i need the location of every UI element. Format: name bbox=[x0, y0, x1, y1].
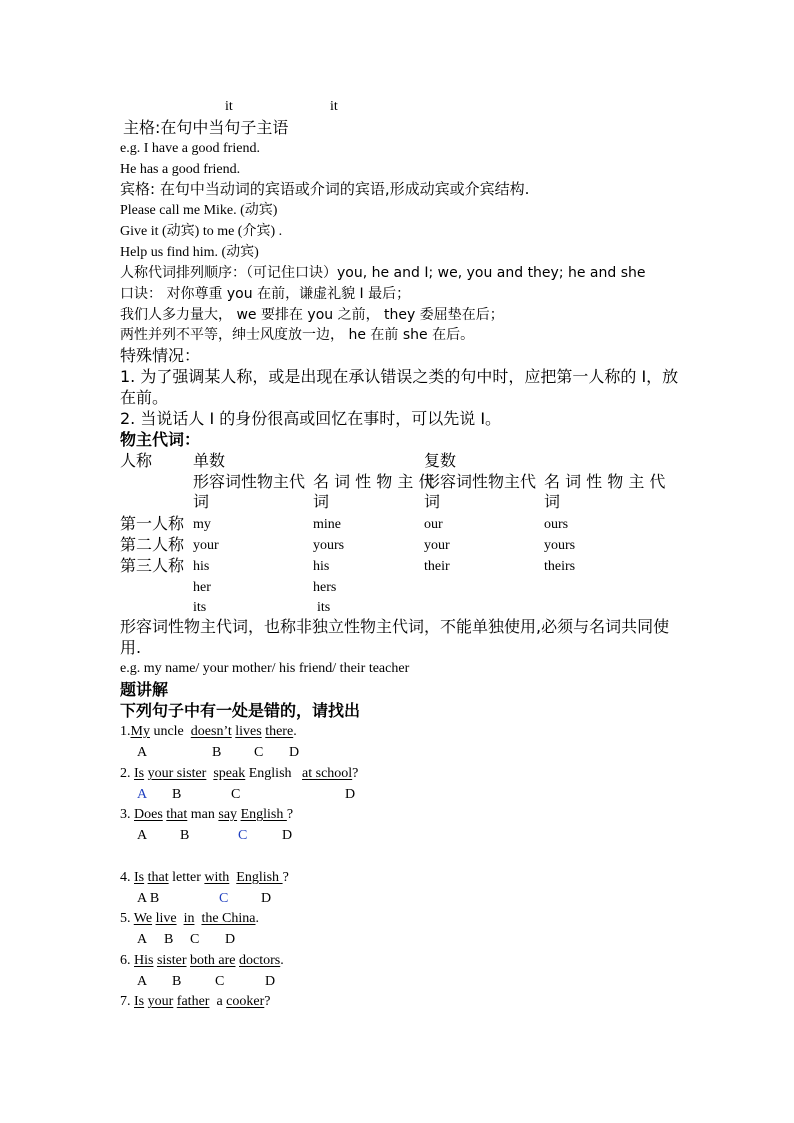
question-4: 4. Is that letter with English ? bbox=[120, 870, 289, 885]
object-case-definition: 宾格: 在句中当动词的宾语或介词的宾语,形成动宾或介宾结构. bbox=[120, 180, 530, 198]
example-line: He has a good friend. bbox=[120, 162, 241, 177]
question-6: 6. His sister both are doctors. bbox=[120, 953, 284, 968]
header-singular: 单数 bbox=[193, 451, 226, 470]
row-person: 第三人称 bbox=[120, 556, 185, 575]
question-3: 3. Does that man say English ? bbox=[120, 807, 294, 822]
lecture-title: 题讲解 bbox=[120, 680, 169, 699]
adjective-possessive-note-cont: 用. bbox=[120, 638, 142, 657]
cell: your bbox=[424, 538, 450, 553]
rhyme-line: 口诀： 对你尊重 you 在前，谦虚礼貌 I 最后； bbox=[120, 286, 411, 302]
option-label: D bbox=[261, 891, 272, 906]
subheader-adjective: 形容词性物主代 bbox=[193, 472, 306, 491]
header-plural: 复数 bbox=[424, 451, 457, 470]
option-label: C bbox=[190, 932, 200, 947]
subheader-adjective-end: 词 bbox=[193, 492, 210, 511]
option-label: B bbox=[212, 745, 222, 760]
option-label: C bbox=[254, 745, 264, 760]
option-label: A bbox=[137, 932, 148, 947]
subheader-noun-end: 词 bbox=[544, 492, 561, 511]
option-label: C bbox=[219, 891, 229, 906]
adjective-possessive-note: 形容词性物主代词，也称非独立性物主代词，不能单独使用,必须与名词共同使 bbox=[120, 617, 670, 636]
example-line: e.g. I have a good friend. bbox=[120, 141, 260, 156]
option-label: D bbox=[225, 932, 236, 947]
option-label: A bbox=[137, 974, 148, 989]
cell: your bbox=[193, 538, 219, 553]
option-label: D bbox=[265, 974, 276, 989]
cell: hers bbox=[313, 580, 337, 595]
row-person: 第一人称 bbox=[120, 514, 185, 533]
option-label: D bbox=[282, 828, 293, 843]
cell: yours bbox=[544, 538, 576, 553]
option-label: D bbox=[345, 787, 356, 802]
cell: yours bbox=[313, 538, 345, 553]
option-label: A bbox=[137, 787, 148, 802]
special-case-1: 1. 为了强调某人称，或是出现在承认错误之类的句中时，应把第一人称的 I，放 bbox=[120, 367, 679, 386]
cell: its bbox=[317, 600, 331, 615]
option-label: B bbox=[180, 828, 190, 843]
option-label: C bbox=[215, 974, 225, 989]
subheader-adjective-end: 词 bbox=[424, 492, 441, 511]
cell: his bbox=[313, 559, 330, 574]
cell: their bbox=[424, 559, 450, 574]
example-line: Help us find him. (动宾) bbox=[120, 245, 259, 260]
special-case-1-cont: 在前。 bbox=[120, 388, 169, 407]
option-label: C bbox=[231, 787, 241, 802]
cell: ours bbox=[544, 517, 569, 532]
option-label: A bbox=[137, 745, 148, 760]
question-2: 2. Is your sister speak English at school? bbox=[120, 766, 359, 781]
cell: our bbox=[424, 517, 443, 532]
question-7: 7. Is your father a cooker? bbox=[120, 994, 271, 1009]
special-case-2: 2. 当说话人 I 的身份很高或回忆在事时，可以先说 I。 bbox=[120, 409, 502, 428]
cell: mine bbox=[313, 517, 341, 532]
subheader-adjective: 形容词性物主代 bbox=[424, 472, 537, 491]
option-label: A B bbox=[137, 891, 160, 906]
cell: theirs bbox=[544, 559, 576, 574]
subject-case-definition: 主格:在句中当句子主语 bbox=[123, 118, 289, 137]
example-line: Give it (动宾) to me (介宾) . bbox=[120, 224, 283, 239]
option-label: B bbox=[164, 932, 174, 947]
pronoun-order-title: 人称代词排列顺序：（可记住口诀）you, he and I; we, you and they; he and she bbox=[120, 265, 646, 281]
option-label: A bbox=[137, 828, 148, 843]
cell: my bbox=[193, 517, 211, 532]
subheader-noun: 名 词 性 物 主 代 bbox=[544, 472, 666, 491]
top-it-1: it bbox=[225, 99, 233, 114]
cell: his bbox=[193, 559, 210, 574]
cell: its bbox=[193, 600, 207, 615]
subheader-noun: 名 词 性 物 主 代 bbox=[313, 472, 435, 491]
header-person: 人称 bbox=[120, 451, 153, 470]
rhyme-line: 两性并列不平等，绅士风度放一边， he 在前 she 在后。 bbox=[120, 327, 475, 343]
option-label: D bbox=[289, 745, 300, 760]
example-line: Please call me Mike. (动宾) bbox=[120, 203, 278, 218]
special-cases-title: 特殊情况： bbox=[120, 346, 201, 365]
option-label: B bbox=[172, 787, 182, 802]
rhyme-line: 我们人多力量大， we 要排在 you 之前， they 委屈垫在后； bbox=[120, 307, 504, 323]
top-it-2: it bbox=[330, 99, 338, 114]
question-5: 5. We live in the China. bbox=[120, 911, 259, 926]
option-label: C bbox=[238, 828, 248, 843]
question-1: 1.My uncle doesn’t lives there. bbox=[120, 724, 297, 739]
example-line: e.g. my name/ your mother/ his friend/ their teacher bbox=[120, 661, 410, 676]
row-person: 第二人称 bbox=[120, 535, 185, 554]
cell: her bbox=[193, 580, 211, 595]
exercise-instruction: 下列句子中有一处是错的，请找出 bbox=[120, 701, 361, 720]
option-label: B bbox=[172, 974, 182, 989]
subheader-noun-end: 词 bbox=[313, 492, 330, 511]
possessive-pronouns-title: 物主代词： bbox=[120, 430, 201, 449]
